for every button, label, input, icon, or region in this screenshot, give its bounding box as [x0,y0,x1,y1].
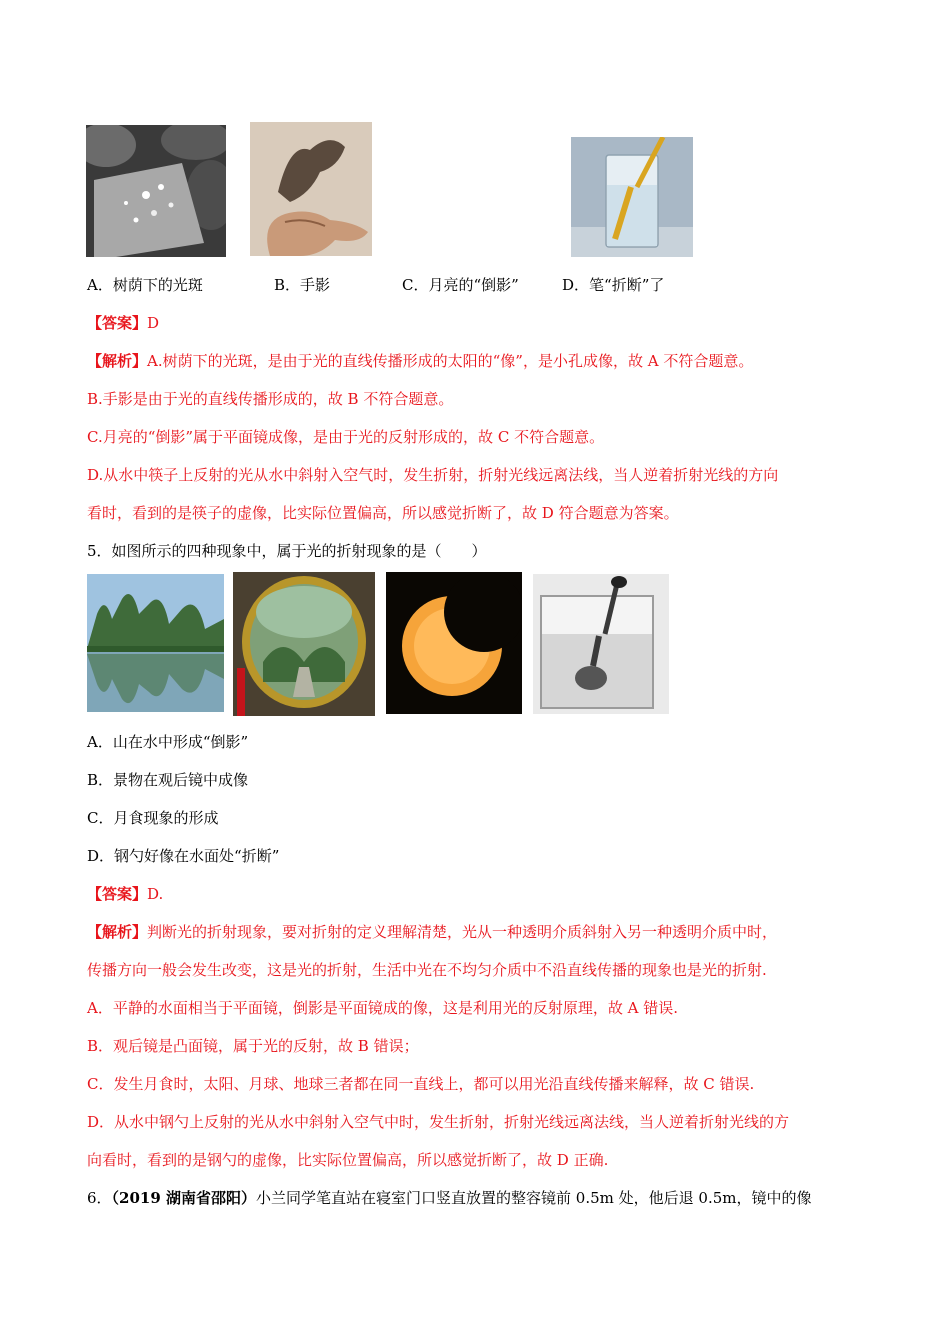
q4-option-d: D．笔“折断”了 [562,276,665,294]
q5-answer [87,884,163,904]
answer-label: 【答案】 [87,314,148,332]
q4-option-a: A．树荫下的光斑 [87,276,203,294]
q4-option-b: B．手影 [274,276,331,294]
q5-analysis-line-2: 传播方向一般会发生改变，这是光的折射，生活中光在不均匀介质中不沿直线传播的现象也是光的折射. [87,961,767,979]
answer-value: D. [147,885,164,903]
spoon-in-glass-image [533,574,669,714]
q5-analysis-line-1 [87,922,777,942]
q4-analysis-line-3: C.月亮的“倒影”属于平面镜成像，是由于光的反射形成的，故 C 不符合题意。 [87,428,605,446]
hand-shadow-image [250,122,372,256]
question-number: 6． [87,1189,112,1207]
analysis-label: 【解析】 [87,923,148,941]
q4-analysis-line-4: D.从水中筷子上反射的光从水中斜射入空气时，发生折射，折射光线远离法线，当人逆着折射光线的方向 [87,466,779,484]
q5-option-d: D．钢勺好像在水面处“折断” [87,847,280,865]
mountain-reflection-image [87,574,224,712]
answer-value: D [147,314,160,332]
q4-analysis-line-5: 看时，看到的是筷子的虚像，比实际位置偏高，所以感觉折断了，故 D 符合题意为答案。 [87,504,679,522]
answer-label: 【答案】 [87,885,148,903]
q4-analysis-line-1 [87,351,753,371]
q5-analysis-line-4: B．观后镜是凸面镜，属于光的反射，故 B 错误； [87,1037,419,1055]
q5-option-b: B．景物在观后镜中成像 [87,771,249,789]
q6-stem [87,1188,812,1208]
q5-analysis-line-6: D．从水中钢勺上反射的光从水中斜射入空气中时，发生折射，折射光线远离法线，当人逆着折射光线的方 [87,1113,790,1131]
q4-option-c: C．月亮的“倒影” [402,276,519,294]
analysis-text: 判断光的折射现象，要对折射的定义理解清楚，光从一种透明介质斜射入另一种透明介质中时， [147,923,778,941]
pencil-in-glass-image [571,137,693,257]
question-text: 小兰同学笔直站在寝室门口竖直放置的整容镜前 0.5m 处，他后退 0.5m，镜中的像 [256,1189,812,1207]
question-source: （2019 湖南省邵阳） [111,1189,257,1207]
tree-shade-light-spots-image [86,125,226,257]
analysis-label: 【解析】 [87,352,148,370]
analysis-text: A.树荫下的光斑，是由于光的直线传播形成的太阳的“像”，是小孔成像，故 A 不符合题意。 [147,352,754,370]
q5-analysis-line-7: 向看时，看到的是钢勺的虚像，比实际位置偏高，所以感觉折断了，故 D 正确. [87,1151,609,1169]
q5-analysis-line-5: C．发生月食时，太阳、月球、地球三者都在同一直线上，都可以用光沿直线传播来解释，故 C 错误. [87,1075,755,1093]
q5-option-a: A．山在水中形成“倒影” [87,733,249,751]
q5-stem: 5．如图所示的四种现象中，属于光的折射现象的是（ ） [87,542,487,560]
rearview-mirror-image [233,572,375,716]
q4-analysis-line-2: B.手影是由于光的直线传播形成的，故 B 不符合题意。 [87,390,454,408]
q5-analysis-line-3: A．平静的水面相当于平面镜，倒影是平面镜成的像，这是利用光的反射原理，故 A 错误. [87,999,678,1017]
solar-eclipse-image [386,572,522,714]
q5-option-c: C．月食现象的形成 [87,809,219,827]
q4-answer [87,313,159,333]
